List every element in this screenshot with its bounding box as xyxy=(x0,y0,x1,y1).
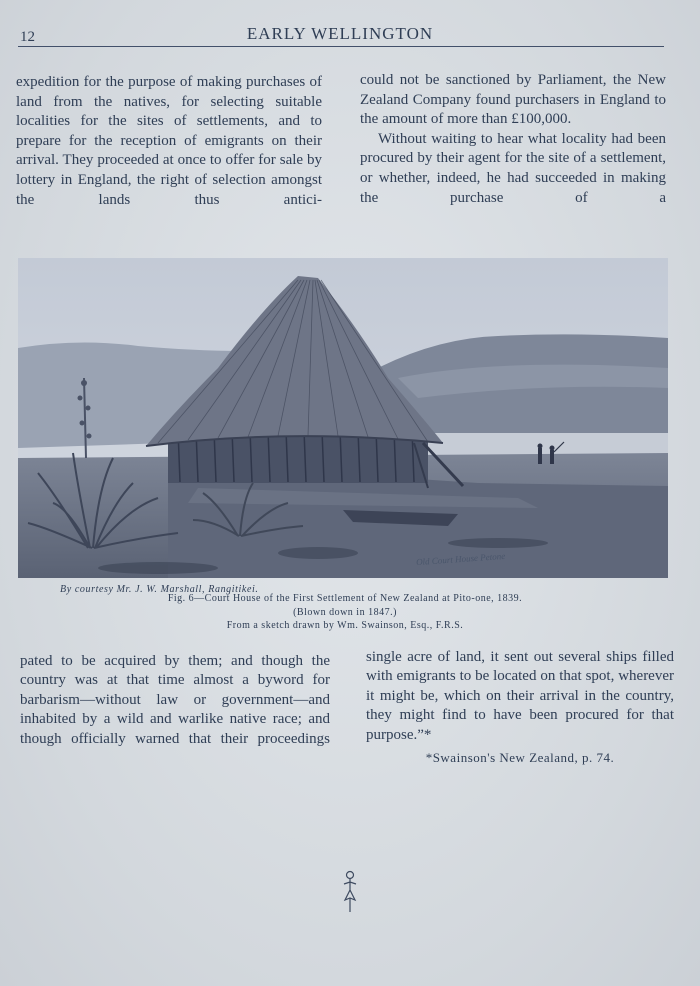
paragraph-top-left: expedition for the purpose of making purchases of land from the natives, for selecting suitable localities for the sites of settlements, and to prepare for the reception of emigrants on their arrival. They proceeded at once to offer for sale by lottery in England, the right of selection amongst the lands thus antici- xyxy=(16,74,322,208)
paragraph-top-right-1: could not be sanctioned by Parliament, the New Zealand Company found purchasers in England to the amount of more than £100,000. xyxy=(360,72,666,128)
court-house-sketch xyxy=(18,258,668,578)
column-bottom-right xyxy=(366,648,674,745)
figure-caption-source: From a sketch drawn by Wm. Swainson, Esq., F.R.S. xyxy=(226,620,464,631)
column-top-left xyxy=(16,73,322,210)
paragraph-top-right-2: Without waiting to hear what locality had been procured by their agent for the site of a settlement, or whether, indeed, he had succeeded in making the purchase of a xyxy=(360,130,666,206)
sketch-signature: Old Court House Petone xyxy=(415,550,506,568)
figure-ornament-icon xyxy=(340,870,360,914)
column-bottom-left xyxy=(20,652,330,749)
figure-sketch xyxy=(18,258,668,578)
figure-caption-note: (Blown down in 1847.) xyxy=(293,607,397,618)
figure-credit: By courtesy Mr. J. W. Marshall, Rangitikei. xyxy=(60,584,259,595)
paragraph-bottom-left: pated to be acquired by them; and though the country was at that time almost a byword for barbarism—without law or government—and inhabited by a wild and warlike native race; and though officially warned that their proceedings xyxy=(20,653,330,747)
figure-caption: Fig. 6—Court House of the First Settlement of New Zealand at Pito-one, 1839. xyxy=(167,593,523,604)
page-number: 12 xyxy=(20,29,35,45)
running-title: EARLY WELLINGTON xyxy=(246,24,434,43)
paragraph-bottom-right: single acre of land, it sent out several ships filled with emigrants to be located on that spot, wherever it might be, which on their arrival in the country, they might find to have been procured for that purpose.”* xyxy=(366,649,674,743)
footnote: *Swainson's New Zealand, p. 74. xyxy=(425,750,615,765)
column-top-right xyxy=(360,71,666,208)
header-rule xyxy=(18,46,664,47)
